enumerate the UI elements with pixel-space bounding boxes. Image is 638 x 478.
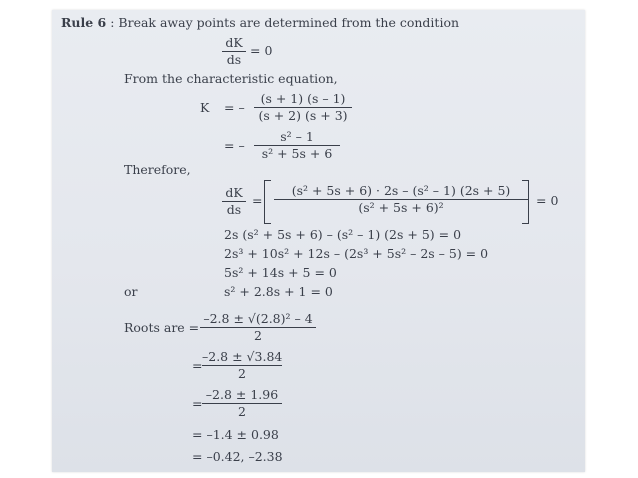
root3-den: 2 [238, 404, 246, 419]
step-2: 2s³ + 10s² + 12s – (2s³ + 5s² – 2s – 5) = 0 [224, 246, 489, 261]
k-lhs: K [200, 100, 210, 115]
result-2: = –0.42, –2.38 [192, 449, 283, 464]
root1-num: –2.8 ± √(2.8)² – 4 [203, 311, 313, 326]
root-fraction-3 [202, 388, 282, 419]
root-fraction-2 [202, 350, 282, 381]
k2-eq-sign: = – [224, 138, 245, 153]
therefore-label: Therefore, [124, 162, 191, 177]
document-page [52, 10, 585, 472]
k-num: (s + 1) (s – 1) [260, 91, 346, 106]
rule-label: Rule 6 [61, 15, 107, 30]
step-3: 5s² + 14s + 5 = 0 [224, 265, 337, 280]
k2-den: s² + 5s + 6 [261, 146, 333, 161]
left-bracket [264, 180, 271, 224]
condition-den: ds [226, 52, 242, 67]
k2-num: s² – 1 [280, 129, 314, 144]
root2-den: 2 [238, 366, 246, 381]
condition-num: dK [225, 35, 243, 50]
rule-line [61, 16, 459, 30]
or-label: or [124, 284, 138, 299]
k-fraction [254, 92, 352, 123]
step-4: s² + 2.8s + 1 = 0 [224, 284, 333, 299]
char-eq-intro: From the characteristic equation, [124, 71, 338, 86]
deriv-lhs-num: dK [225, 185, 243, 200]
rule-text: : Break away points are determined from the condition [110, 15, 460, 30]
deriv-den: (s² + 5s + 6)² [358, 200, 444, 215]
root1-den: 2 [254, 328, 262, 343]
roots-label: Roots are = [124, 320, 200, 335]
deriv-num: (s² + 5s + 6) · 2s – (s² – 1) (2s + 5) [291, 183, 511, 198]
condition-rhs: = 0 [250, 43, 273, 58]
root3-eq: = [192, 396, 203, 411]
result-1: = –1.4 ± 0.98 [192, 427, 279, 442]
condition-fraction [222, 36, 246, 67]
root2-eq: = [192, 358, 203, 373]
k-eq-sign: = – [224, 100, 245, 115]
deriv-fraction [274, 184, 528, 215]
step-1: 2s (s² + 5s + 6) – (s² – 1) (2s + 5) = 0 [224, 227, 462, 242]
k-den: (s + 2) (s + 3) [258, 108, 348, 123]
root-fraction-1 [200, 312, 316, 343]
k2-fraction [254, 130, 340, 161]
right-bracket [522, 180, 529, 224]
deriv-lhs-den: ds [226, 202, 242, 217]
root2-num: –2.8 ± √3.84 [202, 349, 283, 364]
deriv-rhs: = 0 [536, 193, 559, 208]
deriv-eq-sign: = [252, 193, 263, 208]
deriv-lhs-fraction [222, 186, 246, 217]
root3-num: –2.8 ± 1.96 [205, 387, 279, 402]
